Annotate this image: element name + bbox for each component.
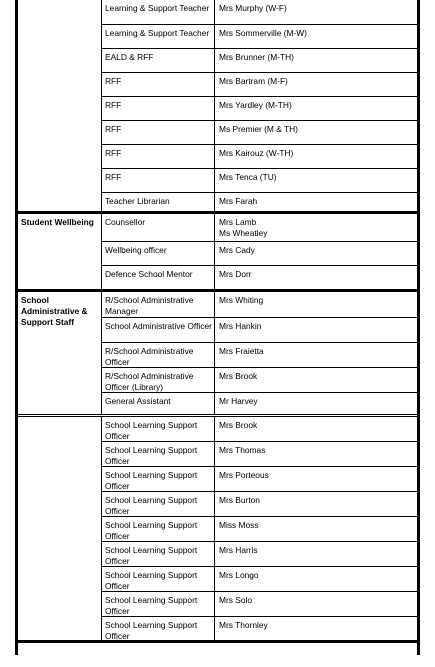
role-cell: School Learning Support Officer (102, 442, 215, 466)
role-cell: School Learning Support Officer (102, 517, 215, 541)
role-cell: RFF (102, 73, 215, 96)
staff-name-cell: Mrs Lamb Ms Wheatley (219, 217, 268, 238)
role-cell: R/School Administrative Manager (102, 292, 215, 317)
role-cell: School Learning Support Officer (102, 542, 215, 566)
role-cell: Teacher Librarian (102, 193, 215, 211)
section-label (15, 417, 101, 640)
staff-name-cell: Mrs Burton (219, 495, 260, 505)
role-cell: R/School Administrative Officer (102, 343, 215, 367)
table-row (101, 342, 420, 367)
role-cell: RFF (102, 169, 215, 192)
role-cell: Learning & Support Teacher (102, 25, 215, 48)
staff-name-cell: Mrs Sommerville (M-W) (219, 28, 307, 38)
staff-name-cell: Mrs Yardley (M-TH) (219, 100, 292, 110)
role-cell: RFF (102, 97, 215, 120)
role-cell: Defence School Mentor (102, 266, 215, 289)
section-label: Student Wellbeing (21, 217, 94, 227)
section-group (15, 211, 420, 289)
staff-name-cell: Mrs Porteous (219, 470, 269, 480)
role-cell: Learning & Support Teacher (102, 0, 215, 24)
table-row (101, 491, 420, 516)
staff-name-cell: Mrs Dorr (219, 269, 252, 279)
section-label: School Administrative & Support Staff (21, 295, 88, 327)
role-cell: General Assistant (102, 393, 215, 414)
staff-name-cell: Mrs Brook (219, 420, 258, 430)
table-row (101, 466, 420, 491)
table-row (101, 541, 420, 566)
staff-name-cell: Mrs Fraietta (219, 346, 264, 356)
table-row (101, 616, 420, 640)
role-cell: EALD & RFF (102, 49, 215, 72)
table-row (101, 317, 420, 342)
table-row (101, 192, 420, 211)
staff-name-cell: Mrs Whiting (219, 295, 264, 305)
staff-name-cell: Mrs Thornley (219, 620, 268, 630)
role-cell: School Learning Support Officer (102, 567, 215, 591)
staff-name-cell: Mrs Thomas (219, 445, 266, 455)
staff-name-cell: Mrs Solo (219, 595, 253, 605)
table-row (101, 591, 420, 616)
table-row (101, 265, 420, 289)
staff-name-cell: Mrs Bartram (M-F) (219, 76, 288, 86)
role-cell: Wellbeing officer (102, 242, 215, 265)
section-group (15, 414, 420, 643)
table-row (101, 72, 420, 96)
section-rows (101, 0, 420, 211)
section-label (15, 0, 101, 211)
section-group (15, 0, 420, 211)
role-cell: School Learning Support Officer (102, 467, 215, 491)
table-row (101, 120, 420, 144)
table-row (101, 0, 420, 24)
table-row (101, 168, 420, 192)
table-row (101, 392, 420, 414)
table-row (101, 241, 420, 265)
staff-name-cell: Mrs Brook (219, 371, 258, 381)
table-row (101, 48, 420, 72)
staff-name-cell: Mrs Brunner (M-TH) (219, 52, 294, 62)
section-rows (101, 292, 420, 414)
section-rows (101, 417, 420, 640)
role-cell: School Learning Support Officer (102, 592, 215, 616)
staff-table (15, 0, 420, 643)
role-cell: RFF (102, 145, 215, 168)
role-cell: Counsellor (102, 214, 215, 241)
role-cell: School Learning Support Officer (102, 492, 215, 516)
staff-name-cell: Mrs Longo (219, 570, 259, 580)
staff-name-cell: Mr Harvey (219, 396, 258, 406)
staff-name-cell: Mrs Tenca (TU) (219, 172, 277, 182)
staff-name-cell: Mrs Murphy (W-F) (219, 3, 287, 13)
table-row (101, 96, 420, 120)
section-rows (101, 214, 420, 289)
staff-name-cell: Mrs Harris (219, 545, 258, 555)
role-cell: School Learning Support Officer (102, 417, 215, 441)
role-cell: R/School Administrative Officer (Library) (102, 368, 215, 392)
role-cell: RFF (102, 121, 215, 144)
staff-name-cell: Miss Moss (219, 520, 259, 530)
table-row (101, 24, 420, 48)
staff-name-cell: Mrs Cady (219, 245, 255, 255)
table-row (101, 441, 420, 466)
table-row (101, 367, 420, 392)
staff-name-cell: Mrs Kairouz (W-TH) (219, 148, 294, 158)
staff-name-cell: Ms Premier (M & TH) (219, 124, 298, 134)
table-row (101, 417, 420, 441)
role-cell: School Administrative Officer (102, 318, 215, 342)
role-cell: School Learning Support Officer (102, 617, 215, 640)
staff-name-cell: Mrs Hankin (219, 321, 262, 331)
table-row (101, 292, 420, 317)
staff-name-cell: Mrs Farah (219, 196, 258, 206)
table-row (101, 144, 420, 168)
section-group (15, 289, 420, 414)
table-row (101, 566, 420, 591)
table-row (101, 214, 420, 241)
table-row (101, 516, 420, 541)
